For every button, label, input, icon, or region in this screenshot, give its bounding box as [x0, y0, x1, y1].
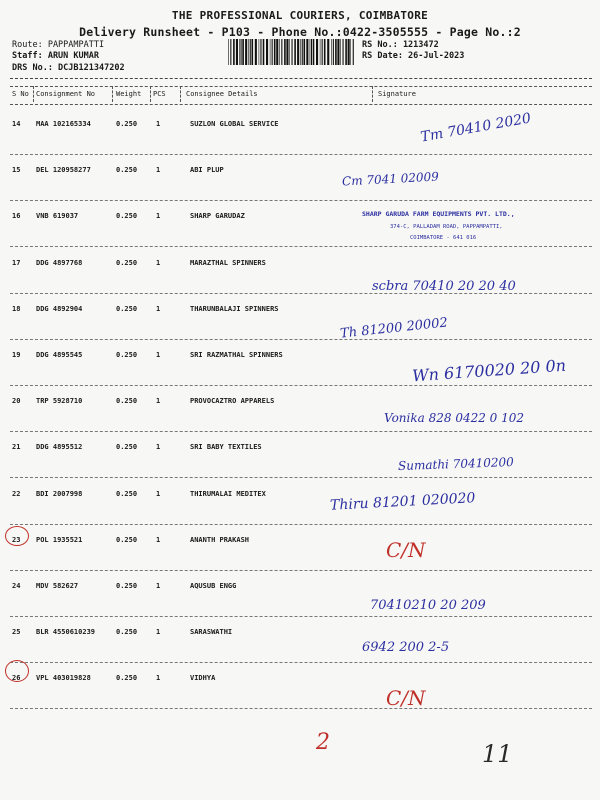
handwritten-signature: Sumathi 70410200: [397, 455, 514, 474]
row-consignment-no: VPL 403019828: [36, 674, 91, 683]
row-weight: 0.250: [116, 212, 138, 221]
row-pcs: 1: [156, 674, 161, 683]
handwritten-signature: Th 81200 20002: [339, 315, 449, 342]
row-consignment-no: POL 1935521: [36, 535, 83, 544]
stamp-line-2: 374-C, PALLADAM ROAD, PAPPAMPATTI,: [390, 224, 503, 230]
row-consignment-no: DDG 4895545: [36, 351, 83, 359]
row-weight: 0.250: [116, 535, 138, 544]
row-pcs: 1: [156, 535, 161, 544]
row-consignee: VIDHYA: [190, 674, 216, 683]
row-consignee: MARAZTHAL SPINNERS: [190, 258, 266, 267]
rs-date: RS Date: 26-Jul-2023: [362, 51, 465, 61]
row-divider: [10, 385, 592, 386]
table-row: [0, 351, 600, 397]
row-consignment-no: MDV 582627: [36, 582, 79, 590]
handwritten-signature: scbra 70410 20 20 40: [372, 278, 516, 294]
row-consignment-no: MAA 102165334: [36, 120, 91, 128]
handwritten-signature: C/N: [386, 686, 426, 711]
handwritten-signature: Vonika 828 0422 0 102: [384, 411, 525, 426]
row-consignment-no: TRP 5928710: [36, 397, 83, 406]
row-divider: [10, 570, 592, 571]
row-sno: 22: [12, 489, 21, 498]
company-stamp: [362, 210, 562, 241]
red-circle-mark: [5, 660, 29, 682]
row-pcs: 1: [156, 351, 161, 359]
company-title: THE PROFESSIONAL COURIERS, COIMBATORE: [171, 9, 429, 22]
col-pcs: PCS: [153, 90, 166, 98]
runsheet-title: Delivery Runsheet - P103 - Phone No.:0422-3505555 - Page No.:2: [79, 25, 521, 39]
row-pcs: 1: [156, 489, 161, 498]
row-pcs: 1: [156, 258, 161, 267]
handwritten-signature: Cm 7041 02009: [341, 169, 440, 189]
red-circle-mark: [5, 526, 29, 546]
row-sno: 16: [12, 212, 21, 221]
stamp-line-1: SHARP GARUDA FARM EQUIPMENTS PVT. LTD.,: [362, 210, 515, 218]
row-pcs: 1: [156, 120, 161, 128]
row-sno: 17: [12, 258, 21, 267]
row-sno: 18: [12, 304, 21, 313]
row-consignment-no: DDG 4892904: [36, 304, 83, 313]
row-sno: 21: [12, 443, 21, 452]
row-divider: [10, 662, 592, 663]
row-divider: [10, 293, 592, 294]
page-mark-11: 11: [482, 740, 513, 768]
row-consignment-no: DDG 4895512: [36, 443, 83, 452]
row-divider: [10, 200, 592, 201]
row-consignee: SHARP GARUDAZ: [190, 212, 245, 221]
row-weight: 0.250: [116, 489, 138, 498]
col-separator: [372, 86, 373, 102]
row-divider: [10, 431, 592, 432]
row-consignee: AQUSUB ENGG: [190, 582, 237, 590]
row-pcs: 1: [156, 166, 161, 175]
row-sno: 26: [12, 674, 21, 683]
row-consignment-no: BDI 2007998: [36, 489, 83, 498]
col-weight: Weight: [116, 90, 142, 98]
row-weight: 0.250: [116, 166, 138, 175]
col-separator: [33, 86, 34, 102]
row-consignee: SRI BABY TEXTILES: [190, 443, 262, 452]
handwritten-signature: Thiru 81201 020020: [329, 489, 476, 514]
row-sno: 24: [12, 582, 21, 590]
table-row: [0, 166, 600, 212]
row-weight: 0.250: [116, 351, 138, 359]
row-divider: [10, 339, 592, 340]
table-row: [0, 305, 600, 351]
row-weight: 0.250: [116, 628, 138, 637]
row-divider: [10, 616, 592, 617]
row-weight: 0.250: [116, 397, 138, 406]
row-sno: 25: [12, 628, 21, 637]
table-row: [0, 259, 600, 305]
handwritten-signature: 6942 200 2-5: [362, 640, 450, 656]
table-row: [0, 628, 600, 674]
col-consignment: Consignment No: [36, 90, 96, 98]
row-weight: 0.250: [116, 443, 138, 452]
barcode: [228, 39, 356, 65]
handwritten-signature: C/N: [386, 537, 426, 562]
row-pcs: 1: [156, 397, 161, 406]
header-divider-bottom: [10, 104, 592, 105]
row-weight: 0.250: [116, 674, 138, 683]
col-separator: [112, 86, 113, 102]
row-sno: 15: [12, 166, 21, 175]
row-pcs: 1: [156, 628, 161, 637]
col-sno: S No: [12, 90, 29, 98]
table-row: [0, 490, 600, 536]
row-consignee: SARASWATHI: [190, 628, 233, 637]
row-weight: 0.250: [116, 304, 138, 313]
row-divider: [10, 246, 592, 247]
row-consignee: SRI RAZMATHAL SPINNERS: [190, 351, 283, 359]
row-consignee: THIRUMALAI MEDITEX: [190, 489, 266, 498]
stamp-line-3: COIMBATORE - 641 016: [410, 235, 477, 241]
row-consignment-no: BLR 4550610239: [36, 628, 96, 637]
row-sno: 14: [12, 120, 21, 128]
table-row: [0, 397, 600, 443]
row-weight: 0.250: [116, 258, 138, 267]
handwritten-signature: Wn 6170020 20 0n: [411, 355, 567, 386]
row-pcs: 1: [156, 443, 161, 452]
col-consignee: Consignee Details: [186, 90, 258, 98]
row-divider: [10, 154, 592, 155]
table-row: [0, 443, 600, 489]
row-divider: [10, 477, 592, 478]
table-row: [0, 582, 600, 628]
table-row: [0, 674, 600, 720]
handwritten-signature: 70410210 20 209: [370, 598, 486, 613]
row-consignee: ANANTH PRAKASH: [190, 535, 250, 544]
row-sno: 19: [12, 351, 21, 359]
row-consignee: SUZLON GLOBAL SERVICE: [190, 120, 279, 128]
row-weight: 0.250: [116, 120, 138, 128]
row-pcs: 1: [156, 212, 161, 221]
row-consignment-no: VNB 619037: [36, 212, 79, 221]
row-consignment-no: DDG 4897768: [36, 258, 83, 267]
rs-number: RS No.: 1213472: [362, 40, 439, 50]
row-weight: 0.250: [116, 582, 138, 590]
col-separator: [150, 86, 151, 102]
row-pcs: 1: [156, 304, 161, 313]
row-sno: 23: [12, 535, 21, 544]
row-consignee: PROVOCAZTRO APPARELS: [190, 397, 275, 406]
row-pcs: 1: [156, 582, 161, 590]
col-signature: Signature: [378, 90, 416, 98]
row-sno: 20: [12, 397, 21, 406]
row-consignee: ABI PLUP: [190, 166, 224, 175]
header-divider-mid: [10, 86, 592, 87]
row-divider: [10, 524, 592, 525]
row-divider: [10, 708, 592, 709]
row-consignee: THARUNBALAJI SPINNERS: [190, 304, 279, 313]
route-label: Route: PAPPAMPATTI: [12, 40, 105, 50]
table-row: [0, 110, 600, 166]
header-divider-top: [10, 78, 592, 79]
handwritten-signature: Tm 70410 2020: [419, 110, 533, 146]
staff-label: Staff: ARUN KUMAR: [12, 51, 99, 61]
table-row: [0, 536, 600, 582]
col-separator: [180, 86, 181, 102]
row-consignment-no: DEL 120958277: [36, 166, 91, 175]
drs-label: DRS No.: DCJB121347202: [12, 63, 125, 73]
page-mark-2: 2: [316, 730, 330, 755]
